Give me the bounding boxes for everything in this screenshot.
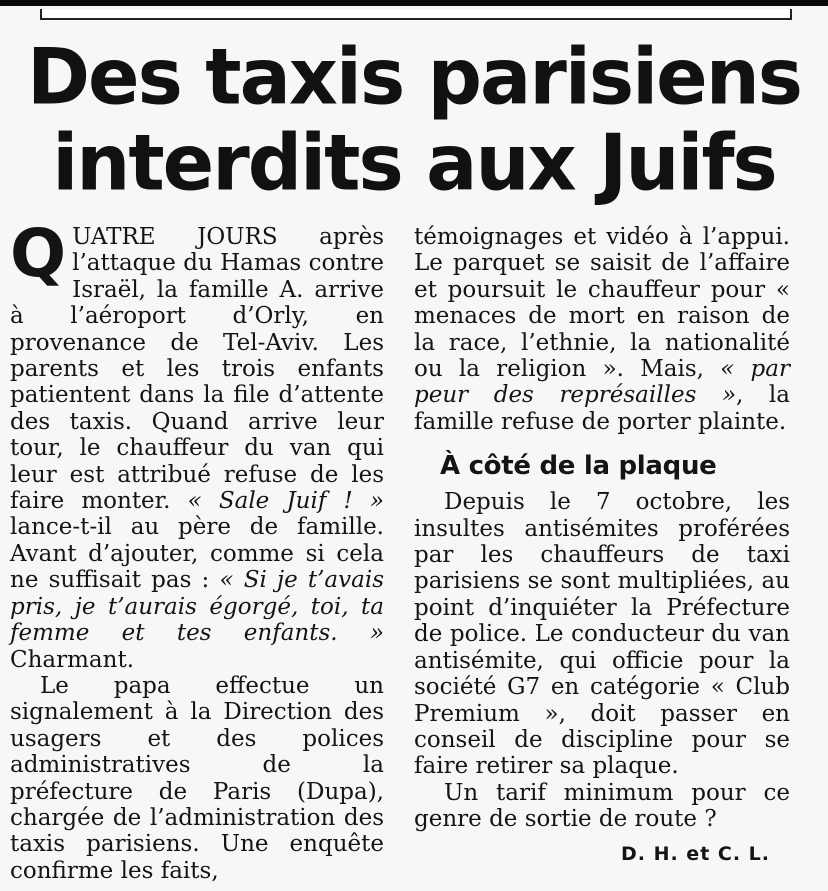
- column-right: [414, 224, 790, 867]
- column-left: [10, 215, 384, 884]
- paragraph-1-text-a: après l’attaque du Hamas contre Israël, la famille A. arrive à l’aéroport d’Orly, en provenance de Tel-Aviv. Les parents et les trois enfants patientent dans la file d’attente des taxis. Quand arrive leur tour, le chauffeur du van qui leur est attribué refuse de les faire monter.: [10, 224, 384, 515]
- quote-sale-juif: « Sale Juif ! »: [187, 488, 384, 515]
- paragraph-1: [10, 215, 384, 673]
- headline: [0, 31, 828, 208]
- headline-line-1: Des taxis parisiens: [26, 31, 802, 123]
- top-band: [0, 0, 828, 6]
- paragraph-2-text-a: Le papa effectue un signalement à la Direction des usagers et des polices administratives de la préfecture de Paris (Dupa), chargée de l’administration des taxis parisiens. Une enquête confirme les faits,: [10, 672, 384, 884]
- paragraph-2: [10, 673, 384, 884]
- subheading: À côté de la plaque: [440, 451, 717, 482]
- quote-threat: « Si je t’avais pris, je t’aurais égorgé, toi, ta femme et tes enfants. »: [10, 567, 384, 647]
- paragraph-2-text-b: témoignages et vidéo à l’appui. Le parquet se saisit de l’affaire et poursuit le chauffeur pour « menaces de mort en raison de la race, l’ethnie, la nationalité ou la religion ». Mais,: [414, 224, 790, 383]
- paragraph-3: Depuis le 7 octobre, les insultes antisémites proférées par les chauffeurs de taxi parisiens se sont multipliées, au point d’inquiéter la Préfecture de police. Le conducteur du van antisémite, qui officie pour la société G7 en catégorie « Club Premium », doit passer en conseil de discipline pour se faire retirer sa plaque.: [414, 489, 790, 780]
- paragraph-1-text-c: Charmant.: [10, 646, 135, 673]
- drop-cap: Q: [10, 215, 67, 292]
- lead-words: UATRE JOURS: [72, 224, 278, 250]
- byline: D. H. et C. L.: [620, 842, 770, 865]
- paragraph-1-text-b: lance-t-il au père de famille. Avant d’ajouter, comme si cela ne suffisait pas :: [10, 514, 384, 594]
- paragraph-2-continued: [414, 224, 790, 435]
- paragraph-2-text-c: , la famille refuse de porter plainte.: [414, 382, 790, 435]
- quote-represailles: « par peur des représailles »: [414, 356, 790, 409]
- top-frame-rule: [40, 9, 792, 20]
- headline-line-2: interdits aux Juifs: [52, 116, 776, 208]
- paragraph-4: Un tarif minimum pour ce genre de sortie de route ?: [414, 779, 790, 833]
